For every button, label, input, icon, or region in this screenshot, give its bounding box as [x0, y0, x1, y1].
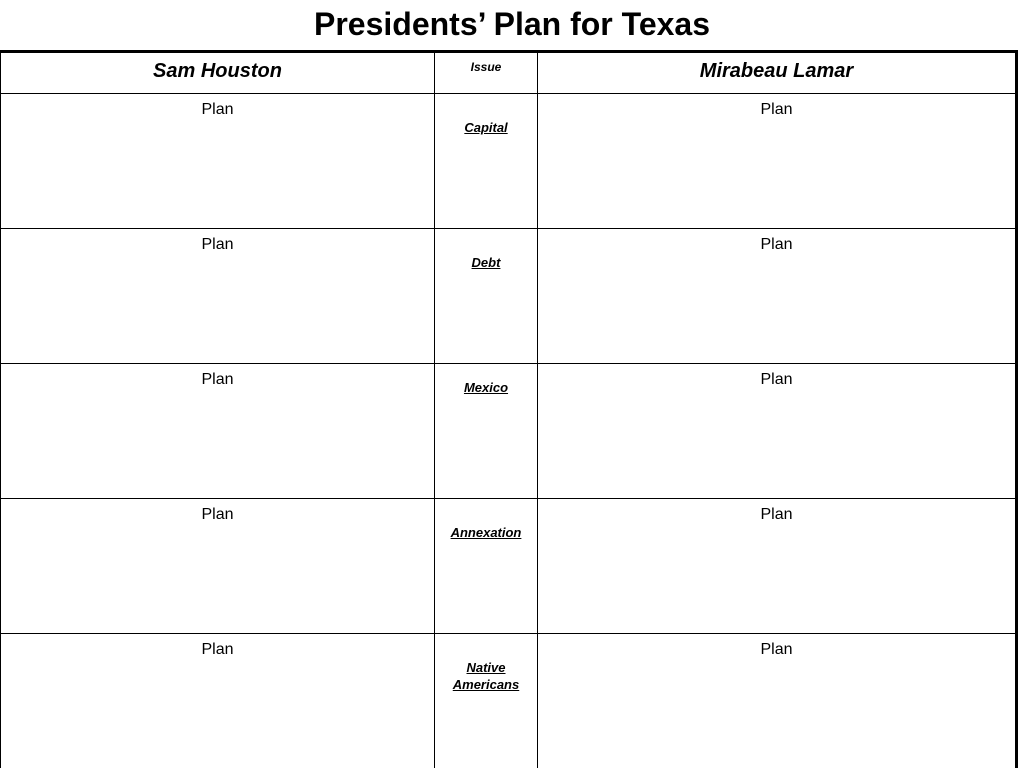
table-row [1, 229, 1017, 364]
header-cell-middle [435, 52, 538, 94]
plan-label: Plan [201, 641, 234, 658]
issue-label: Native Americans [452, 660, 520, 692]
plan-label: Plan [760, 101, 793, 118]
issue-cell [435, 634, 538, 768]
table-header-row [1, 52, 1017, 94]
lamar-plan-cell[interactable] [538, 634, 1017, 768]
houston-plan-cell[interactable] [1, 634, 435, 768]
issue-cell [435, 94, 538, 229]
header-cell-right [538, 52, 1017, 94]
plan-label: Plan [201, 101, 234, 118]
page-title: Presidents’ Plan for Texas [313, 6, 710, 42]
plan-label: Plan [760, 506, 793, 523]
lamar-plan-cell[interactable] [538, 364, 1017, 499]
comparison-table [0, 50, 1018, 768]
plan-label: Plan [760, 236, 793, 253]
header-cell-left [1, 52, 435, 94]
plan-label: Plan [760, 371, 793, 388]
issue-cell [435, 499, 538, 634]
houston-plan-cell[interactable] [1, 499, 435, 634]
lamar-plan-cell[interactable] [538, 94, 1017, 229]
issue-label: Mexico [463, 380, 509, 395]
issue-cell [435, 364, 538, 499]
table-row [1, 634, 1017, 768]
plan-label: Plan [201, 506, 234, 523]
issue-cell [435, 229, 538, 364]
issue-label: Capital [464, 120, 508, 135]
header-issue: Issue [470, 60, 502, 74]
houston-plan-cell[interactable] [1, 229, 435, 364]
plan-label: Plan [760, 641, 793, 658]
houston-plan-cell[interactable] [1, 94, 435, 229]
header-mirabeau-lamar: Mirabeau Lamar [699, 60, 854, 82]
table-row [1, 499, 1017, 634]
issue-label: Annexation [450, 525, 522, 540]
table-row [1, 364, 1017, 499]
lamar-plan-cell[interactable] [538, 229, 1017, 364]
header-sam-houston: Sam Houston [153, 60, 282, 82]
plan-label: Plan [201, 371, 234, 388]
issue-label: Debt [471, 255, 501, 270]
plan-label: Plan [201, 236, 234, 253]
lamar-plan-cell[interactable] [538, 499, 1017, 634]
table-row [1, 94, 1017, 229]
houston-plan-cell[interactable] [1, 364, 435, 499]
